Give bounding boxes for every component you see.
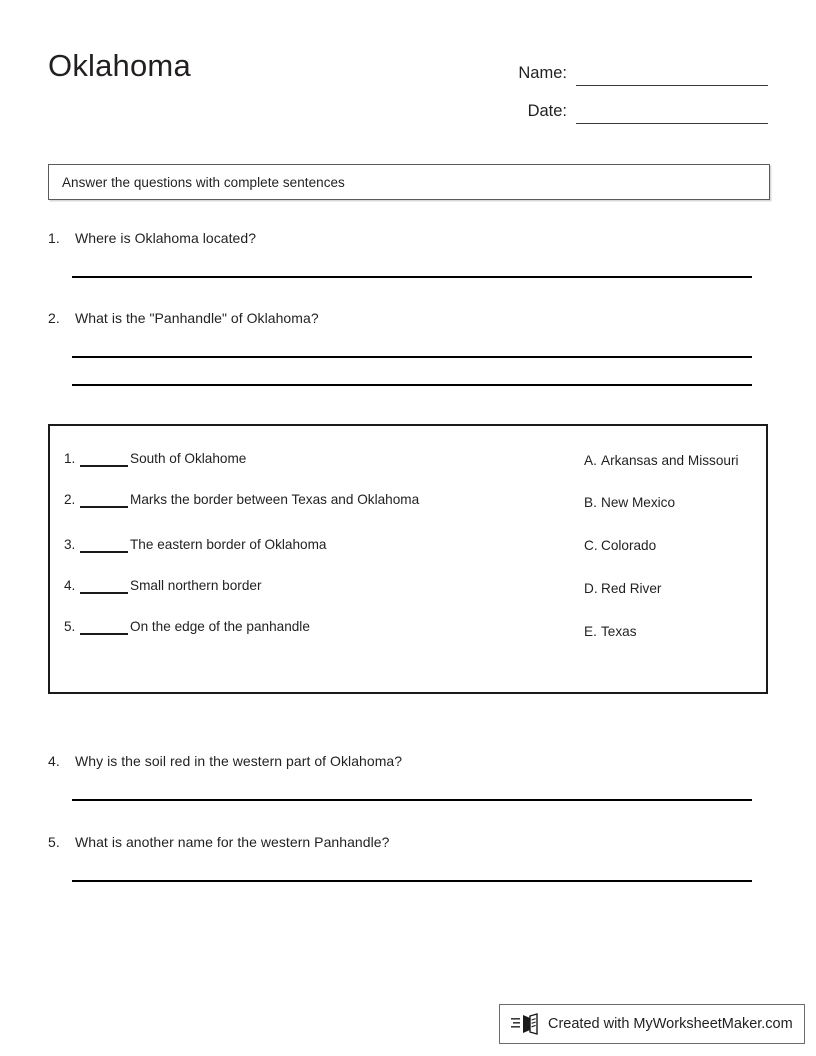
question-4-answer-line-1[interactable]	[72, 799, 752, 801]
question-1	[48, 230, 768, 278]
matching-item-2-text: Marks the border between Texas and Oklahoma	[130, 492, 420, 507]
matching-item-5-answer-blank[interactable]	[80, 616, 128, 635]
question-2-text: What is the "Panhandle" of Oklahoma?	[75, 310, 319, 326]
footer-text: Created with MyWorksheetMaker.com	[548, 1016, 793, 1032]
matching-item-4-text: Small northern border	[130, 578, 262, 593]
question-2-heading	[48, 310, 768, 326]
matching-item-4-number: 4.	[64, 578, 76, 593]
matching-item-5	[64, 616, 454, 637]
page-header	[48, 44, 768, 124]
matching-option-c[interactable]	[584, 535, 754, 556]
instruction-box	[48, 164, 770, 200]
question-1-text: Where is Oklahoma located?	[75, 230, 257, 246]
matching-item-2-number: 2.	[64, 492, 76, 507]
question-5-heading	[48, 834, 768, 850]
matching-option-c-letter: C.	[584, 538, 598, 553]
matching-option-e-letter: E.	[584, 624, 597, 639]
matching-item-5-number: 5.	[64, 619, 76, 634]
question-1-answer-line-1[interactable]	[72, 276, 752, 278]
matching-item-5-text: On the edge of the panhandle	[130, 619, 310, 634]
question-1-number: 1.	[48, 230, 60, 246]
question-2-answer-line-1[interactable]	[72, 356, 752, 358]
matching-item-2-answer-blank[interactable]	[80, 489, 128, 508]
matching-option-a-letter: A.	[584, 453, 597, 468]
question-4	[48, 753, 768, 801]
name-input-line[interactable]	[576, 61, 768, 86]
matching-exercise-box	[48, 424, 768, 694]
worksheet-maker-logo-icon	[510, 1011, 546, 1037]
date-label: Date:	[527, 102, 567, 120]
matching-items-column	[64, 448, 454, 657]
matching-item-2	[64, 489, 454, 510]
question-1-heading	[48, 230, 768, 246]
question-5-number: 5.	[48, 834, 60, 850]
matching-option-b-text: New Mexico	[601, 495, 676, 510]
matching-options-column	[584, 450, 754, 642]
matching-item-3	[64, 534, 454, 555]
matching-item-4-answer-blank[interactable]	[80, 575, 128, 594]
matching-option-d-letter: D.	[584, 581, 598, 596]
matching-option-a-text: Arkansas and Missouri	[601, 453, 739, 468]
matching-option-e-text: Texas	[601, 624, 637, 639]
question-4-text: Why is the soil red in the western part of Oklahoma?	[75, 753, 403, 769]
matching-option-e[interactable]	[584, 621, 754, 642]
date-row	[488, 86, 768, 124]
date-input-line[interactable]	[576, 99, 768, 124]
matching-item-1	[64, 448, 454, 469]
matching-option-c-text: Colorado	[601, 538, 657, 553]
matching-item-1-text: South of Oklahome	[130, 451, 247, 466]
question-4-number: 4.	[48, 753, 60, 769]
name-label: Name:	[518, 64, 567, 82]
name-row	[488, 48, 768, 86]
matching-option-b[interactable]	[584, 492, 754, 513]
footer-badge[interactable]	[499, 1004, 805, 1044]
instruction-text: Answer the questions with complete sentences	[62, 174, 345, 190]
question-4-heading	[48, 753, 768, 769]
matching-item-1-number: 1.	[64, 451, 76, 466]
question-5-text: What is another name for the western Panhandle?	[75, 834, 390, 850]
matching-item-3-answer-blank[interactable]	[80, 534, 128, 553]
page-title: Oklahoma	[48, 48, 191, 83]
matching-item-3-text: The eastern border of Oklahoma	[130, 537, 327, 552]
question-5	[48, 834, 768, 882]
name-date-block	[488, 48, 768, 124]
matching-item-4	[64, 575, 454, 596]
question-2-number: 2.	[48, 310, 60, 326]
matching-option-d[interactable]	[584, 578, 754, 599]
matching-item-3-number: 3.	[64, 537, 76, 552]
matching-option-d-text: Red River	[601, 581, 662, 596]
question-5-answer-line-1[interactable]	[72, 880, 752, 882]
matching-option-b-letter: B.	[584, 495, 597, 510]
matching-option-a[interactable]	[584, 450, 754, 471]
question-2	[48, 310, 768, 386]
question-2-answer-line-2[interactable]	[72, 384, 752, 386]
matching-item-1-answer-blank[interactable]	[80, 448, 128, 467]
